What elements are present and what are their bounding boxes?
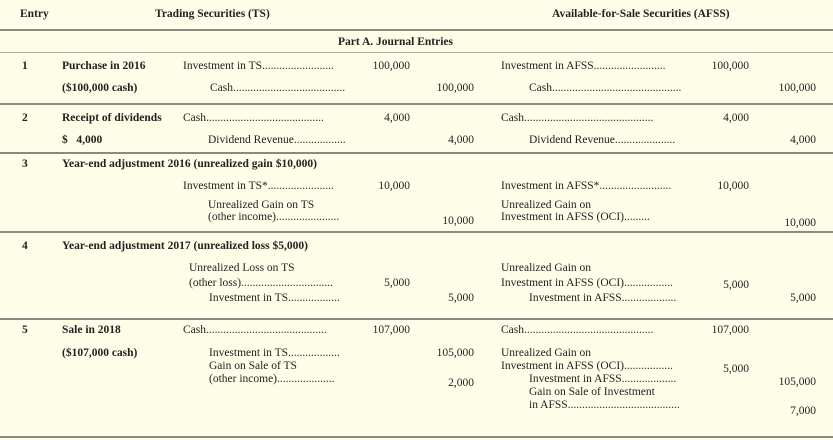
afss-debit: 5,000 — [723, 363, 749, 375]
entry-description: Year-end adjustment 2017 (unrealized loss $5,000) — [62, 240, 308, 252]
ts-credit: 100,000 — [436, 82, 474, 94]
afss-credit: 4,000 — [790, 134, 816, 146]
entry-number: 1 — [22, 60, 28, 72]
afss-account: Cash............................................. — [501, 112, 654, 124]
entry-divider — [0, 152, 833, 154]
entry-divider — [0, 231, 833, 233]
ts-debit: 107,000 — [372, 324, 410, 336]
afss-account: in AFSS....................................... — [529, 399, 680, 411]
ts-debit: 5,000 — [384, 277, 410, 289]
entry-description: Year-end adjustment 2016 (unrealized gain $10,000) — [62, 158, 317, 170]
afss-debit: 100,000 — [711, 60, 749, 72]
afss-account: Unrealized Gain on — [501, 199, 592, 211]
section-title: Part A. Journal Entries — [338, 36, 453, 48]
ts-debit: 100,000 — [372, 60, 410, 72]
ts-debit: 10,000 — [378, 180, 410, 192]
afss-account: Unrealized Gain on — [501, 347, 592, 359]
section-divider — [0, 52, 833, 53]
ts-account: (other income)...................... — [208, 211, 340, 223]
entry-description: Sale in 2018 — [62, 324, 121, 336]
entry-divider — [0, 103, 833, 105]
entry-description-amount: $ 4,000 — [62, 134, 103, 146]
afss-debit: 4,000 — [723, 112, 749, 124]
ts-credit: 10,000 — [442, 215, 474, 227]
ts-account: Investment in TS*....................... — [183, 180, 334, 192]
afss-account: Investment in AFSS (OCI)......... — [501, 211, 650, 223]
ts-account: Cash....................................... — [210, 82, 346, 94]
ts-account: Investment in TS.................. — [209, 347, 340, 359]
ts-account: Unrealized Loss on TS — [189, 262, 295, 274]
entry-number: 2 — [22, 112, 28, 124]
header-divider — [0, 29, 833, 31]
afss-column-header: Available-for-Sale Securities (AFSS) — [552, 8, 730, 20]
ts-account: Unrealized Gain on TS — [208, 199, 315, 211]
ts-account: Cash......................................... — [183, 112, 324, 124]
ts-account: Dividend Revenue.................. — [208, 134, 346, 146]
afss-credit: 100,000 — [778, 82, 816, 94]
afss-account: Investment in AFSS*......................... — [501, 180, 672, 192]
entry-number: 5 — [22, 324, 28, 336]
entry-number: 3 — [22, 158, 28, 170]
afss-account: Investment in AFSS (OCI)................. — [501, 360, 673, 372]
entry-description: Receipt of dividends — [62, 112, 162, 124]
afss-credit: 7,000 — [790, 405, 816, 417]
ts-account: Investment in TS......................... — [183, 60, 334, 72]
afss-debit: 10,000 — [717, 180, 749, 192]
afss-account: Investment in AFSS (OCI)................. — [501, 277, 673, 289]
ts-credit: 2,000 — [448, 377, 474, 389]
ts-account: Investment in TS.................. — [209, 292, 340, 304]
afss-credit: 105,000 — [778, 376, 816, 388]
entry-column-header: Entry — [20, 8, 49, 20]
entry-number: 4 — [22, 240, 28, 252]
afss-account: Investment in AFSS......................... — [501, 60, 666, 72]
afss-credit: 10,000 — [784, 217, 816, 229]
afss-account: Investment in AFSS................... — [529, 373, 677, 385]
entry-description-amount: ($100,000 cash) — [62, 82, 138, 94]
entry-description: Purchase in 2016 — [62, 60, 146, 72]
ts-credit: 5,000 — [448, 292, 474, 304]
ts-account: (other loss)................................ — [189, 277, 334, 289]
ts-account: (other income).................... — [209, 373, 335, 385]
afss-account: Investment in AFSS................... — [529, 292, 677, 304]
table-bottom-border — [0, 436, 833, 438]
afss-account: Cash............................................. — [529, 82, 682, 94]
afss-credit: 5,000 — [790, 292, 816, 304]
afss-debit: 107,000 — [711, 324, 749, 336]
ts-account: Cash.......................................... — [183, 324, 327, 336]
ts-column-header: Trading Securities (TS) — [155, 8, 270, 20]
afss-account: Cash............................................. — [501, 324, 654, 336]
ts-debit: 4,000 — [384, 112, 410, 124]
entry-description-amount: ($107,000 cash) — [62, 347, 138, 359]
ts-credit: 4,000 — [448, 134, 474, 146]
afss-debit: 5,000 — [723, 279, 749, 291]
entry-divider — [0, 318, 833, 320]
ts-credit: 105,000 — [436, 347, 474, 359]
ts-account: Gain on Sale of TS — [209, 360, 297, 372]
afss-account: Unrealized Gain on — [501, 262, 592, 274]
afss-account: Gain on Sale of Investment — [529, 386, 655, 398]
afss-account: Dividend Revenue..................... — [529, 134, 676, 146]
